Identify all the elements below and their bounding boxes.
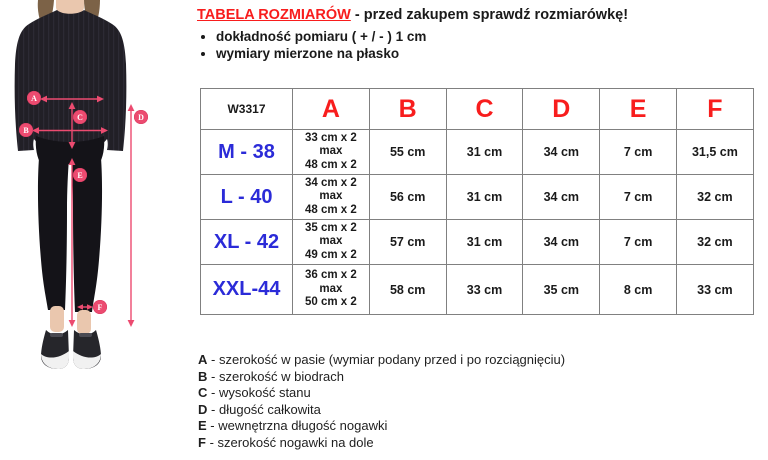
size-label: XL - 42	[201, 220, 293, 265]
table-row-xl42	[201, 220, 754, 265]
marker-e-label: E	[77, 170, 83, 180]
model-figure-illustration	[0, 0, 190, 460]
cell-b: 58 cm	[369, 265, 446, 315]
cell-c: 31 cm	[446, 175, 523, 220]
legend-separator: -	[210, 418, 215, 434]
legend-separator: -	[211, 368, 216, 384]
cell-a-line2: max	[319, 190, 343, 203]
column-header-c: C	[446, 89, 523, 130]
note-flat-measurement: • wymiary mierzone na płasko	[216, 45, 426, 62]
cell-a-line2: max	[319, 235, 343, 248]
leggings-left-leg	[38, 158, 69, 310]
table-row-m38	[201, 130, 754, 175]
marker-d	[134, 110, 148, 124]
legend-desc: wysokość stanu	[218, 385, 311, 401]
cell-a	[293, 130, 370, 175]
cell-d: 34 cm	[523, 130, 600, 175]
cell-f: 32 cm	[676, 220, 753, 265]
cell-b: 55 cm	[369, 130, 446, 175]
legend-item-d	[198, 402, 565, 419]
legend-desc: szerokość w pasie (wymiar podany przed i po rozciągnięciu)	[218, 352, 566, 367]
cell-f: 31,5 cm	[676, 130, 753, 175]
size-label: M - 38	[201, 130, 293, 175]
notes-list	[202, 28, 426, 62]
page-title-rest: - przed zakupem sprawdź rozmiarówkę!	[350, 7, 629, 23]
cell-a	[293, 265, 370, 315]
column-header-e: E	[600, 89, 677, 130]
cell-a-line2: max	[319, 145, 343, 158]
marker-c	[73, 110, 87, 124]
marker-c-label: C	[77, 112, 83, 122]
marker-a-label: A	[31, 93, 37, 103]
legend-item-a	[198, 352, 565, 369]
marker-f	[93, 300, 107, 314]
legend-separator: -	[211, 385, 216, 401]
legend-desc: długość całkowita	[218, 401, 321, 417]
legend-item-e	[198, 418, 565, 435]
legend-item-c	[198, 385, 565, 402]
legend-separator: -	[211, 401, 216, 417]
size-label: L - 40	[201, 175, 293, 220]
cell-a	[293, 220, 370, 265]
column-header-a: A	[293, 89, 370, 130]
cell-d: 34 cm	[523, 220, 600, 265]
legend-key: A	[198, 352, 208, 367]
cell-a-line1: 34 cm x 2	[305, 176, 357, 189]
size-table	[200, 88, 754, 315]
legend-key: C	[198, 385, 208, 401]
size-table-header-row	[201, 89, 754, 130]
measurement-legend	[198, 352, 565, 452]
marker-a	[27, 91, 41, 105]
model-number: W3317	[201, 89, 293, 130]
legend-separator: -	[209, 434, 214, 450]
right-sneaker-laces	[79, 333, 92, 337]
right-ankle	[77, 310, 91, 334]
cell-f: 33 cm	[676, 265, 753, 315]
cell-b: 56 cm	[369, 175, 446, 220]
note-accuracy: • dokładność pomiaru ( + / - ) 1 cm	[216, 28, 426, 45]
left-ankle	[50, 306, 64, 332]
legend-desc: wewnętrzna długość nogawki	[218, 418, 388, 434]
cell-a-line3: 50 cm x 2	[305, 296, 357, 309]
cell-d: 34 cm	[523, 175, 600, 220]
column-header-b: B	[369, 89, 446, 130]
table-row-xxl44	[201, 265, 754, 315]
cell-a-line2: max	[319, 282, 343, 295]
column-header-f: F	[676, 89, 753, 130]
marker-b	[19, 123, 33, 137]
table-row-l40	[201, 175, 754, 220]
legend-key: F	[198, 434, 206, 450]
left-sneaker-laces	[50, 333, 63, 337]
cell-e: 7 cm	[600, 130, 677, 175]
cell-a-line3: 48 cm x 2	[305, 203, 357, 216]
marker-f-label: F	[97, 302, 103, 312]
cell-e: 7 cm	[600, 220, 677, 265]
legend-key: E	[198, 418, 207, 434]
legend-key: B	[198, 368, 208, 384]
size-label: XXL-44	[201, 265, 293, 315]
cell-a-line1: 33 cm x 2	[305, 131, 357, 144]
legend-desc: szerokość nogawki na dole	[217, 434, 374, 450]
cell-a-line3: 48 cm x 2	[305, 158, 357, 171]
cell-b: 57 cm	[369, 220, 446, 265]
legend-key: D	[198, 401, 208, 417]
legend-item-b	[198, 369, 565, 386]
legend-item-f	[198, 435, 565, 452]
legend-desc: szerokość w biodrach	[218, 368, 344, 384]
column-header-d: D	[523, 89, 600, 130]
cell-a	[293, 175, 370, 220]
cell-e: 7 cm	[600, 175, 677, 220]
product-photo	[0, 0, 190, 460]
legend-separator: -	[211, 352, 216, 367]
cell-f: 32 cm	[676, 175, 753, 220]
cell-d: 35 cm	[523, 265, 600, 315]
cell-c: 33 cm	[446, 265, 523, 315]
cell-a-line3: 49 cm x 2	[305, 248, 357, 261]
cell-c: 31 cm	[446, 130, 523, 175]
marker-e	[73, 168, 87, 182]
cell-c: 31 cm	[446, 220, 523, 265]
cell-e: 8 cm	[600, 265, 677, 315]
marker-d-label: D	[138, 112, 144, 122]
marker-b-label: B	[23, 125, 29, 135]
cell-a-line1: 36 cm x 2	[305, 269, 357, 282]
page-title-highlight: TABELA ROZMIARÓW	[197, 7, 351, 23]
page-title	[197, 7, 628, 23]
cell-a-line1: 35 cm x 2	[305, 221, 357, 234]
